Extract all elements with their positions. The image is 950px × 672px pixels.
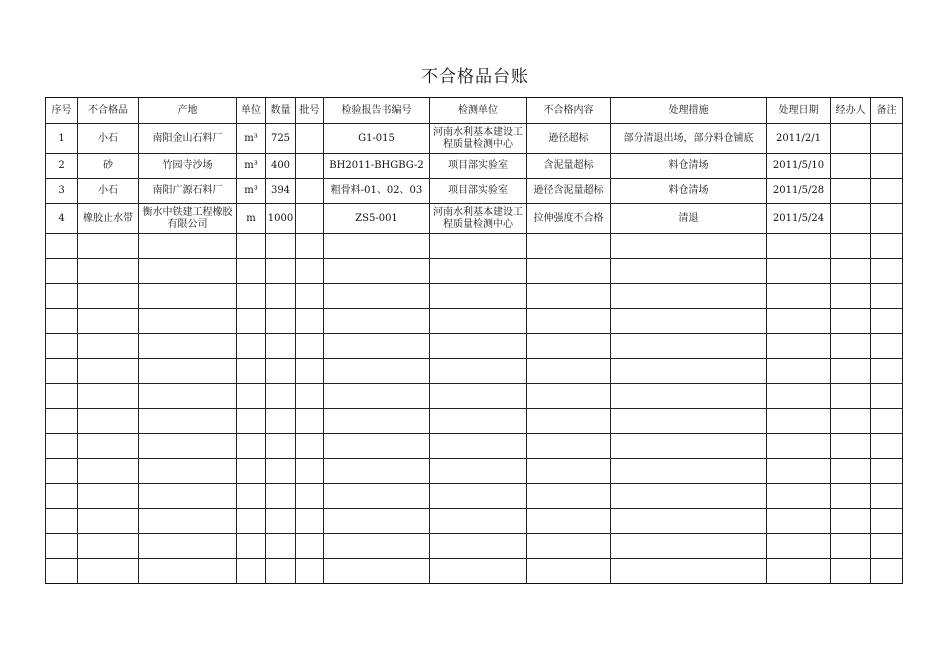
empty-cell: [46, 309, 78, 334]
empty-row: [46, 509, 903, 534]
empty-cell: [430, 409, 527, 434]
empty-cell: [324, 509, 430, 534]
empty-cell: [324, 534, 430, 559]
cell-action: 料仓清场: [611, 154, 767, 179]
empty-cell: [139, 484, 237, 509]
cell-action: 清退: [611, 204, 767, 234]
ledger-table: [45, 97, 903, 584]
empty-row: [46, 359, 903, 384]
empty-cell: [237, 409, 266, 434]
empty-cell: [296, 259, 324, 284]
cell-no: 1: [46, 124, 78, 154]
empty-cell: [266, 284, 296, 309]
empty-cell: [296, 384, 324, 409]
cell-lab: 项目部实验室: [430, 179, 527, 204]
cell-note: [871, 179, 903, 204]
header-qty: 数量: [266, 98, 296, 124]
empty-cell: [46, 284, 78, 309]
empty-row: [46, 259, 903, 284]
empty-cell: [296, 459, 324, 484]
empty-cell: [139, 384, 237, 409]
empty-cell: [611, 459, 767, 484]
empty-row: [46, 434, 903, 459]
empty-cell: [430, 384, 527, 409]
empty-cell: [296, 484, 324, 509]
empty-cell: [78, 334, 139, 359]
empty-cell: [767, 384, 831, 409]
empty-cell: [324, 484, 430, 509]
empty-cell: [831, 534, 871, 559]
table-row: [46, 154, 903, 179]
cell-lab: 项目部实验室: [430, 154, 527, 179]
empty-cell: [139, 509, 237, 534]
empty-cell: [324, 309, 430, 334]
empty-cell: [831, 559, 871, 584]
empty-cell: [266, 334, 296, 359]
empty-cell: [767, 509, 831, 534]
empty-cell: [767, 359, 831, 384]
empty-cell: [78, 534, 139, 559]
cell-date: 2011/5/24: [767, 204, 831, 234]
empty-cell: [324, 434, 430, 459]
cell-report: ZS5-001: [324, 204, 430, 234]
cell-date: 2011/2/1: [767, 124, 831, 154]
cell-report: 粗骨料-01、02、03: [324, 179, 430, 204]
cell-handler: [831, 124, 871, 154]
empty-cell: [296, 409, 324, 434]
empty-cell: [139, 559, 237, 584]
empty-row: [46, 309, 903, 334]
empty-cell: [266, 509, 296, 534]
empty-cell: [266, 459, 296, 484]
empty-cell: [831, 359, 871, 384]
empty-cell: [527, 234, 611, 259]
empty-cell: [611, 384, 767, 409]
empty-cell: [324, 284, 430, 309]
table-header-row: [46, 98, 903, 124]
empty-cell: [611, 434, 767, 459]
empty-cell: [78, 484, 139, 509]
empty-cell: [831, 509, 871, 534]
cell-handler: [831, 154, 871, 179]
empty-cell: [237, 459, 266, 484]
empty-cell: [139, 234, 237, 259]
empty-cell: [139, 334, 237, 359]
empty-cell: [611, 309, 767, 334]
empty-cell: [296, 284, 324, 309]
empty-cell: [527, 534, 611, 559]
header-issue: 不合格内容: [527, 98, 611, 124]
empty-cell: [527, 334, 611, 359]
empty-cell: [78, 384, 139, 409]
cell-item: 小石: [78, 179, 139, 204]
empty-cell: [78, 259, 139, 284]
empty-cell: [78, 234, 139, 259]
empty-cell: [767, 434, 831, 459]
empty-cell: [430, 559, 527, 584]
empty-cell: [767, 259, 831, 284]
header-batch: 批号: [296, 98, 324, 124]
empty-cell: [46, 409, 78, 434]
cell-batch: [296, 179, 324, 204]
empty-cell: [296, 309, 324, 334]
table-row: [46, 179, 903, 204]
empty-cell: [266, 409, 296, 434]
empty-cell: [767, 459, 831, 484]
empty-row: [46, 484, 903, 509]
empty-cell: [237, 434, 266, 459]
empty-cell: [296, 334, 324, 359]
cell-no: 4: [46, 204, 78, 234]
cell-note: [871, 204, 903, 234]
cell-item: 砂: [78, 154, 139, 179]
empty-cell: [871, 409, 903, 434]
cell-no: 2: [46, 154, 78, 179]
empty-cell: [871, 459, 903, 484]
empty-cell: [237, 284, 266, 309]
empty-cell: [296, 509, 324, 534]
empty-row: [46, 384, 903, 409]
empty-row: [46, 534, 903, 559]
empty-cell: [78, 434, 139, 459]
empty-cell: [831, 234, 871, 259]
empty-cell: [767, 534, 831, 559]
empty-cell: [611, 509, 767, 534]
empty-cell: [324, 234, 430, 259]
empty-cell: [611, 334, 767, 359]
empty-cell: [527, 409, 611, 434]
cell-unit: m: [237, 204, 266, 234]
empty-cell: [237, 359, 266, 384]
empty-cell: [296, 359, 324, 384]
empty-cell: [237, 259, 266, 284]
empty-cell: [139, 259, 237, 284]
empty-row: [46, 409, 903, 434]
empty-cell: [430, 484, 527, 509]
empty-cell: [871, 509, 903, 534]
empty-cell: [46, 359, 78, 384]
empty-cell: [237, 559, 266, 584]
empty-cell: [611, 559, 767, 584]
empty-cell: [139, 284, 237, 309]
cell-issue: 逊径含泥量超标: [527, 179, 611, 204]
empty-cell: [871, 234, 903, 259]
empty-cell: [871, 359, 903, 384]
cell-qty: 1000: [266, 204, 296, 234]
empty-cell: [871, 559, 903, 584]
empty-cell: [831, 409, 871, 434]
cell-qty: 400: [266, 154, 296, 179]
cell-unit: m³: [237, 179, 266, 204]
empty-cell: [767, 334, 831, 359]
header-note: 备注: [871, 98, 903, 124]
empty-cell: [430, 234, 527, 259]
empty-cell: [430, 509, 527, 534]
empty-cell: [237, 334, 266, 359]
empty-cell: [237, 509, 266, 534]
empty-cell: [527, 284, 611, 309]
empty-cell: [266, 559, 296, 584]
empty-cell: [611, 284, 767, 309]
empty-cell: [46, 384, 78, 409]
cell-note: [871, 124, 903, 154]
cell-batch: [296, 204, 324, 234]
empty-cell: [767, 234, 831, 259]
empty-cell: [611, 359, 767, 384]
empty-cell: [324, 409, 430, 434]
empty-cell: [871, 334, 903, 359]
empty-cell: [237, 484, 266, 509]
empty-cell: [78, 309, 139, 334]
cell-report: BH2011-BHGBG-2: [324, 154, 430, 179]
cell-batch: [296, 154, 324, 179]
cell-report: G1-015: [324, 124, 430, 154]
empty-cell: [611, 234, 767, 259]
empty-cell: [266, 434, 296, 459]
empty-cell: [139, 534, 237, 559]
header-report: 检验报告书编号: [324, 98, 430, 124]
empty-cell: [78, 459, 139, 484]
cell-date: 2011/5/10: [767, 154, 831, 179]
empty-cell: [266, 259, 296, 284]
empty-cell: [831, 459, 871, 484]
header-action: 处理措施: [611, 98, 767, 124]
empty-cell: [46, 559, 78, 584]
empty-cell: [324, 384, 430, 409]
cell-no: 3: [46, 179, 78, 204]
empty-cell: [46, 334, 78, 359]
empty-cell: [296, 534, 324, 559]
empty-cell: [527, 384, 611, 409]
empty-cell: [871, 534, 903, 559]
empty-row: [46, 559, 903, 584]
empty-cell: [430, 259, 527, 284]
empty-cell: [78, 359, 139, 384]
empty-cell: [871, 309, 903, 334]
cell-origin: 南阳广源石料厂: [139, 179, 237, 204]
empty-cell: [237, 234, 266, 259]
empty-cell: [324, 359, 430, 384]
empty-cell: [831, 434, 871, 459]
empty-cell: [46, 484, 78, 509]
table-row: [46, 124, 903, 154]
cell-qty: 394: [266, 179, 296, 204]
empty-cell: [527, 309, 611, 334]
empty-cell: [139, 409, 237, 434]
cell-date: 2011/5/28: [767, 179, 831, 204]
empty-cell: [527, 509, 611, 534]
cell-lab: 河南水利基本建设工程质量检测中心: [430, 124, 527, 154]
header-origin: 产地: [139, 98, 237, 124]
empty-cell: [430, 459, 527, 484]
empty-cell: [324, 559, 430, 584]
header-date: 处理日期: [767, 98, 831, 124]
empty-cell: [767, 484, 831, 509]
empty-cell: [266, 309, 296, 334]
empty-cell: [767, 559, 831, 584]
empty-cell: [296, 559, 324, 584]
empty-cell: [871, 284, 903, 309]
cell-action: 部分清退出场，部分料仓铺底: [611, 124, 767, 154]
empty-cell: [430, 434, 527, 459]
empty-row: [46, 284, 903, 309]
cell-unit: m³: [237, 154, 266, 179]
cell-issue: 含泥量超标: [527, 154, 611, 179]
empty-cell: [611, 534, 767, 559]
empty-cell: [266, 359, 296, 384]
empty-cell: [46, 509, 78, 534]
empty-cell: [46, 434, 78, 459]
header-unit: 单位: [237, 98, 266, 124]
empty-cell: [139, 459, 237, 484]
empty-cell: [831, 384, 871, 409]
empty-cell: [611, 409, 767, 434]
cell-item: 小石: [78, 124, 139, 154]
empty-cell: [871, 384, 903, 409]
empty-cell: [527, 259, 611, 284]
empty-cell: [266, 484, 296, 509]
empty-cell: [78, 409, 139, 434]
page-title: 不合格品台账: [421, 67, 529, 87]
cell-origin: 衡水中铁建工程橡胶有限公司: [139, 204, 237, 234]
empty-cell: [78, 509, 139, 534]
empty-cell: [78, 559, 139, 584]
cell-note: [871, 154, 903, 179]
empty-cell: [430, 359, 527, 384]
empty-row: [46, 234, 903, 259]
empty-cell: [767, 284, 831, 309]
empty-cell: [237, 384, 266, 409]
table-row: [46, 204, 903, 234]
cell-lab: 河南水利基本建设工程质量检测中心: [430, 204, 527, 234]
cell-action: 料仓清场: [611, 179, 767, 204]
empty-cell: [430, 534, 527, 559]
empty-cell: [831, 484, 871, 509]
cell-origin: 南阳金山石料厂: [139, 124, 237, 154]
cell-handler: [831, 204, 871, 234]
empty-row: [46, 334, 903, 359]
empty-cell: [46, 259, 78, 284]
empty-cell: [139, 359, 237, 384]
empty-cell: [46, 234, 78, 259]
empty-cell: [871, 484, 903, 509]
empty-cell: [430, 309, 527, 334]
empty-cell: [831, 284, 871, 309]
empty-cell: [296, 434, 324, 459]
empty-cell: [430, 334, 527, 359]
cell-issue: 逊径超标: [527, 124, 611, 154]
cell-issue: 拉伸强度不合格: [527, 204, 611, 234]
empty-cell: [324, 459, 430, 484]
empty-row: [46, 459, 903, 484]
empty-cell: [430, 284, 527, 309]
header-lab: 检测单位: [430, 98, 527, 124]
cell-qty: 725: [266, 124, 296, 154]
cell-origin: 竹园寺沙场: [139, 154, 237, 179]
empty-cell: [527, 459, 611, 484]
empty-cell: [266, 534, 296, 559]
empty-cell: [831, 309, 871, 334]
empty-cell: [324, 259, 430, 284]
empty-cell: [831, 259, 871, 284]
empty-cell: [611, 484, 767, 509]
empty-cell: [527, 434, 611, 459]
empty-cell: [871, 434, 903, 459]
empty-cell: [611, 259, 767, 284]
empty-cell: [831, 334, 871, 359]
empty-cell: [139, 309, 237, 334]
empty-cell: [527, 359, 611, 384]
empty-cell: [237, 534, 266, 559]
empty-cell: [767, 409, 831, 434]
empty-cell: [46, 459, 78, 484]
empty-cell: [266, 234, 296, 259]
empty-cell: [324, 334, 430, 359]
empty-cell: [871, 259, 903, 284]
empty-cell: [296, 234, 324, 259]
empty-cell: [78, 284, 139, 309]
cell-item: 橡胶止水带: [78, 204, 139, 234]
cell-unit: m³: [237, 124, 266, 154]
header-no: 序号: [46, 98, 78, 124]
empty-cell: [237, 309, 266, 334]
empty-cell: [46, 534, 78, 559]
cell-batch: [296, 124, 324, 154]
header-handler: 经办人: [831, 98, 871, 124]
empty-cell: [767, 309, 831, 334]
empty-cell: [139, 434, 237, 459]
empty-cell: [527, 484, 611, 509]
empty-cell: [527, 559, 611, 584]
empty-cell: [266, 384, 296, 409]
header-item: 不合格品: [78, 98, 139, 124]
cell-handler: [831, 179, 871, 204]
